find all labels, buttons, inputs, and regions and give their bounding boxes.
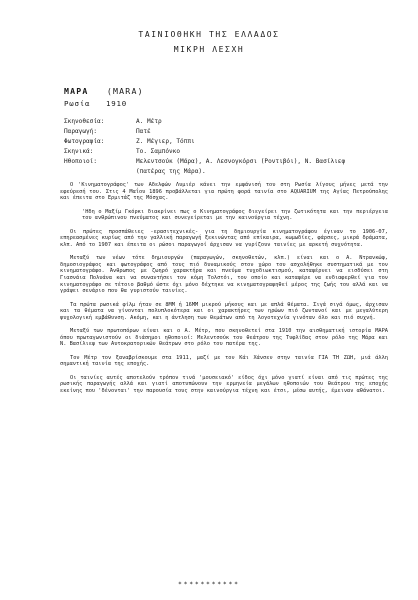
credit-label: Ηθοποιοί:	[64, 158, 98, 165]
body-paragraph: Ο 'Κινηματογράφος' των Αδελφών Λυμιέρ κάνει την εμφάνισή του στη Ρωσία λίγους μήνες μετά την εφεύρεσή του. Στις 4 Μαΐου 1896 προβάλλεται για πρώτη φορά ταινία στο AQUARIUM της Αγίας Πετρούπολης και έπειτα στο Ερμιτάζ της Μόσχας.	[60, 182, 388, 202]
body-paragraph: 'Ηδη ο Μαξίμ Γκόρκι διακρίνει πως ο Κινηματογράφος διεγείρει την ζωτικότητα και την περιέργεια του ανθρώπινου πνεύματος και συνεγείρεται με την καινούργια τέχνη.	[82, 208, 388, 222]
credit-label	[64, 167, 136, 177]
credit-value: Το. Σαμπόνκο	[136, 148, 181, 155]
credit-row	[64, 167, 418, 177]
film-origin	[64, 99, 127, 108]
body-paragraph: Τα πρώτα ρωσικά φίλμ ήταν σε 8ΜΜ ή 16ΜΜ μικρού μήκους και με απλά θέματα. Σιγά σιγά όμως, άρχισαν και τα θέματα να γίνονται πολυπλοκότερα και οι χαρακτήρες των ηρώων πιό ζωντανοί και με μεγαλύτερη ψυχολογική εμβάθυνση. Ακόμη, και η άντληση των θεμάτων από τη λογοτεχνία γινόταν όλο και πιό συχνή.	[60, 301, 388, 321]
credit-value: Α. Μέτρ	[136, 118, 162, 125]
credit-label: Σκηνοθεσία:	[64, 118, 105, 125]
credit-value: (πατέρας της Μάρα).	[136, 168, 206, 175]
credit-label: Παραγωγή:	[64, 128, 98, 135]
credit-row	[64, 127, 418, 137]
archive-name: ΤΑΙΝΙΟΘΗΚΗ ΤΗΣ ΕΛΛΑΔΟΣ	[138, 30, 280, 39]
credit-value: Μελεντσούκ (Μάρα), Α. Λεσνογκόρσι (Ροντιβόι), Ν. Βασίλιεφ	[136, 158, 346, 165]
credit-value: Ζ. Μέγιερ, Τόππι	[136, 138, 195, 145]
film-title: ΜΑΡΑ	[64, 86, 89, 96]
film-country: Ρωσία	[64, 99, 91, 108]
credit-row	[64, 137, 418, 147]
body-paragraph: Μεταξύ των νέων τότε δημιουργών (παραγωγών, σκηνοθετών, κλπ.) είναι και ο Α. Ντρανκώφ, δημοσιογράφος και φωτογράφος από τους πιό δυναμικούς στον χώρο του ασχολήθηκε συστηματικά με τον κινηματογράφο. Άνθρωπος με ζωηρό χαρακτήρα και πνεύμα τυχοδιωκτισμού, καταφέρνει να εισδύσει στη Γιασνάια Πολυάνα και να συναντήσει τον κόμη Τολστόι, τον οποίο και καταφέρε να ενδιαφερθεί για τον κινηματογράφο σε τέτοιο βαθμό ώστε όχι μόνο δέχτηκε να κινηματογραφηθεί μέρος της ζωής του αλλά και να γράψει σενάριο που θα γυριστούν ταινίες.	[60, 255, 388, 295]
credit-row	[64, 147, 418, 157]
article-body	[60, 182, 388, 401]
credit-row	[64, 157, 418, 167]
credit-label: Φωτογραφία:	[64, 138, 105, 145]
body-paragraph: Μεταξύ των πρωτοπόρων είναι και ο Α. Μέτρ, που σκηνοθετεί στα 1910 την αισθηματική ιστορία ΜΑΡΑ όπου πρωταγωνιστούν οι διάσημοι ηθοποιοί: Μελεντσούκ του θεάτρου της Τυφλίδας στον ρόλο της Μάρα και Ν. Βασίλιεφ των Αυτοκρατορικών θεάτρων στο ρόλο του πατέρα της.	[60, 328, 388, 348]
credit-label: Σκηνικά:	[64, 148, 94, 155]
credits-block	[64, 117, 418, 177]
film-title-line	[64, 86, 144, 96]
club-name: ΜΙΚΡΗ ΛΕΣΧΗ	[173, 45, 245, 54]
body-paragraph: Τον Μέτρ τον ξαναβρίσκουμε στα 1911, μαζί με τον Κάι Χάνσεν στην ταινία ΓΙΑ ΤΗ ΖΩΗ, μιά άλλη σημαντική ταινία της εποχής.	[60, 354, 388, 368]
footer-stars: ***********	[178, 581, 240, 588]
credit-value: Πατέ	[136, 128, 151, 135]
body-paragraph: Οι ταινίες αυτές αποτελούν τρόπον τινά 'μουσειακό' είδος όχι μόνο γιατί είναι από τις πρώτες της ρωσικής παραγωγής αλλά και γιατί αποτυπώνουν την ερμηνεία μεγάλων ηθοποιών του θεάτρου της εποχής εκείνης που 'δένονται' την παρουσία τους στην καινούργια τέχνη και έτσι, μέσω αυτής, έμειναν αθάνατοι.	[60, 374, 388, 394]
film-original-title: (MARA)	[106, 86, 144, 96]
body-paragraph: Οι πρώτες προσπάθειες -ερασιτεχνικές- για τη δημιουργία κινηματογράφου έγιναν το 1906-07, επηρεασμένες κυρίως από την γαλλική παραγωγή ξεκινώντας από επίκαιρα, κωμωδίες, φάρσες, μικρά δράματα, κλπ. Από το 1907 και έπειτα οι ρώσοι παραγωγοί άρχισαν να γυρίζουν ταινίες με αρκετή συχνότητα.	[60, 228, 388, 248]
film-year: 1910	[106, 99, 127, 108]
credit-row	[64, 117, 418, 127]
